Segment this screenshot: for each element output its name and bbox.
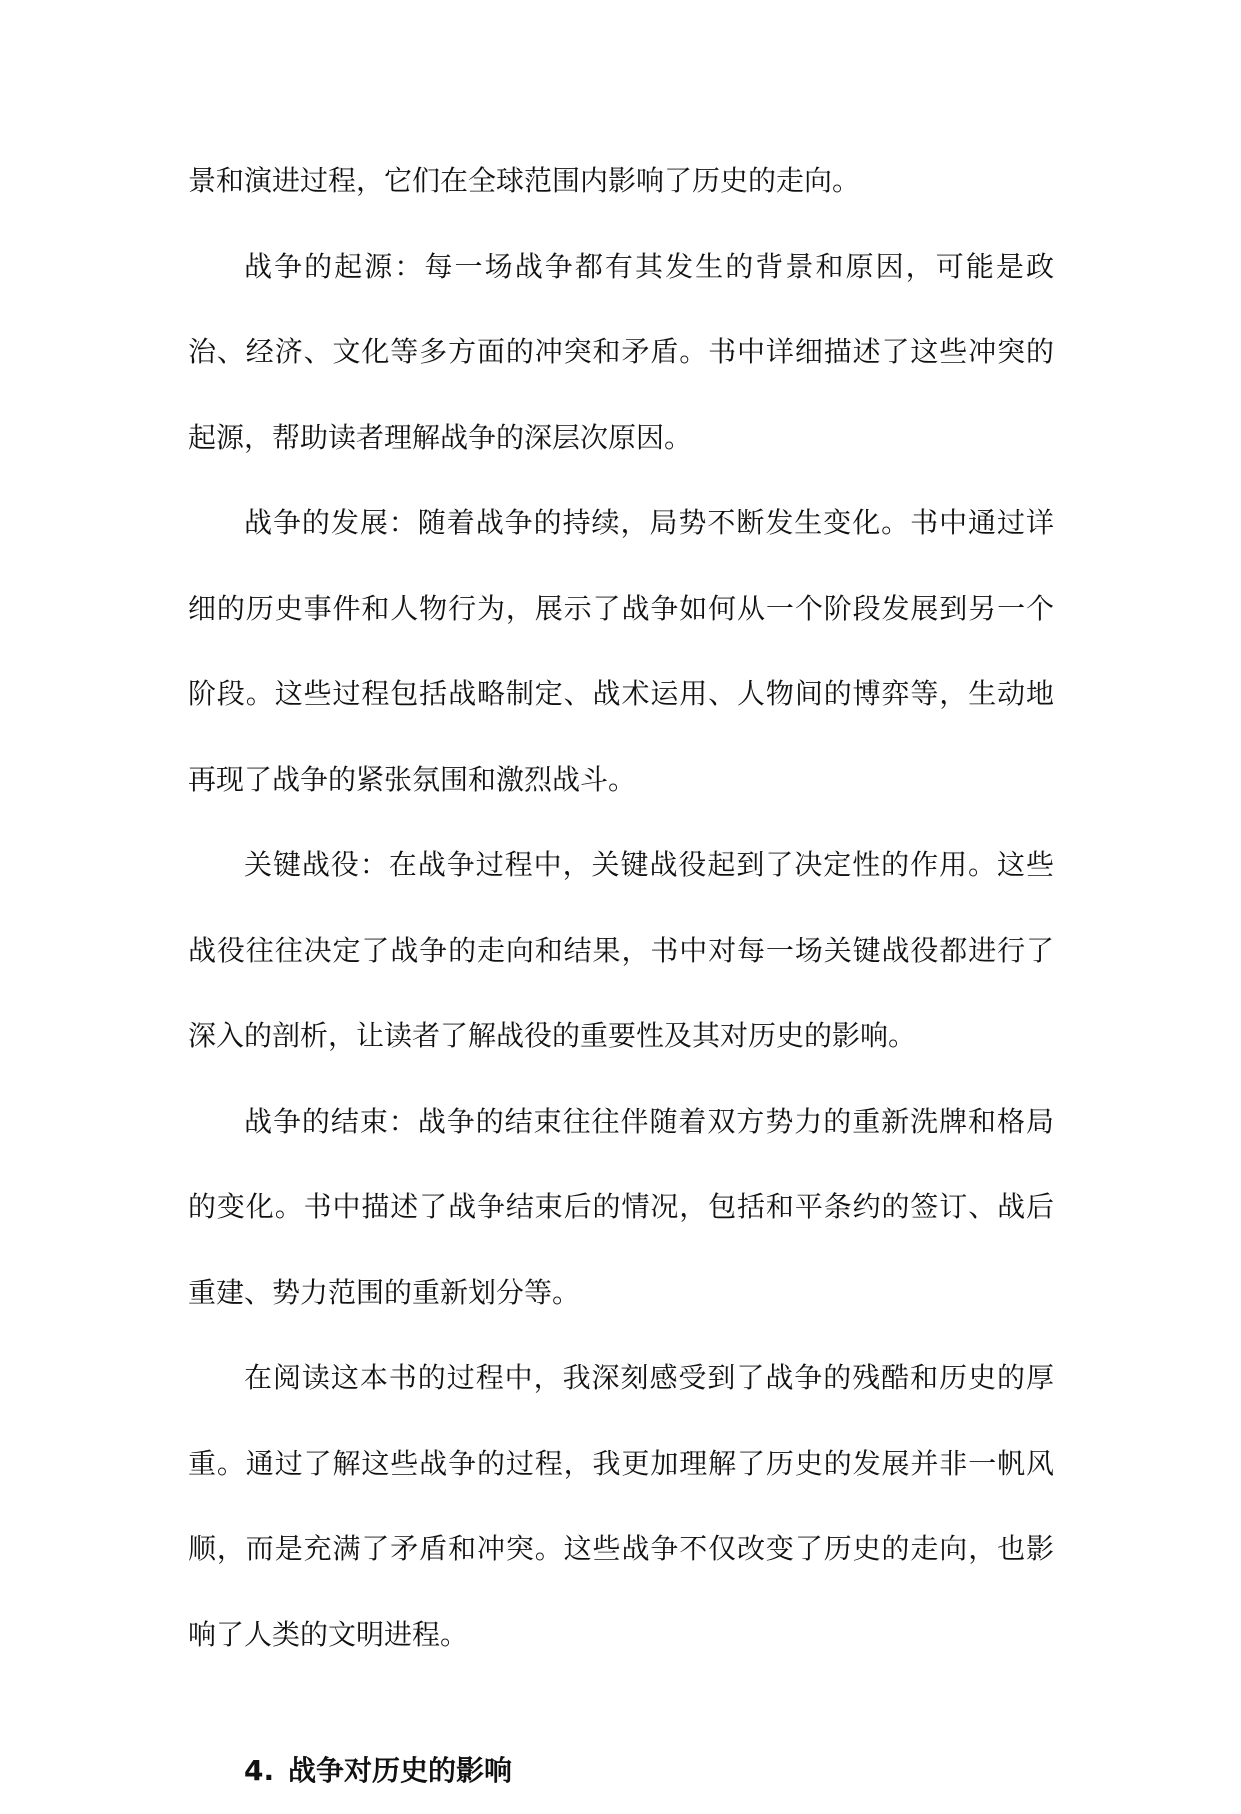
section-title: 战争对历史的影响 [288, 1754, 513, 1787]
paragraph-war-origin: 战争的起源：每一场战争都有其发生的背景和原因，可能是政治、经济、文化等多方面的冲突和矛盾。书中详细描述了这些冲突的起源，帮助读者理解战争的深层次原因。 [188, 249, 1054, 454]
section-number: 4. [244, 1754, 275, 1787]
paragraph-war-development: 战争的发展：随着战争的持续，局势不断发生变化。书中通过详细的历史事件和人物行为，展示了战争如何从一个阶段发展到另一个阶段。这些过程包括战略制定、战术运用、人物间的博弈等，生动地再现了战争的紧张氛围和激烈战斗。 [188, 506, 1054, 796]
paragraph-reflection: 在阅读这本书的过程中，我深刻感受到了战争的残酷和历史的厚重。通过了解这些战争的过程，我更加理解了历史的发展并非一帆风顺，而是充满了矛盾和冲突。这些战争不仅改变了历史的走向，也影响了人类的文明进程。 [188, 1361, 1054, 1651]
paragraph-key-battles: 关键战役：在战争过程中，关键战役起到了决定性的作用。这些战役往往决定了战争的走向和结果，书中对每一场关键战役都进行了深入的剖析，让读者了解战役的重要性及其对历史的影响。 [188, 848, 1054, 1052]
document-page [188, 138, 1054, 1814]
paragraph-continuation: 景和演进过程，它们在全球范围内影响了历史的走向。 [188, 164, 861, 197]
section-spacer [188, 1677, 1054, 1728]
section-heading [188, 1728, 1054, 1814]
paragraph-war-end: 战争的结束：战争的结束往往伴随着双方势力的重新洗牌和格局的变化。书中描述了战争结束后的情况，包括和平条约的签订、战后重建、势力范围的重新划分等。 [188, 1104, 1054, 1309]
